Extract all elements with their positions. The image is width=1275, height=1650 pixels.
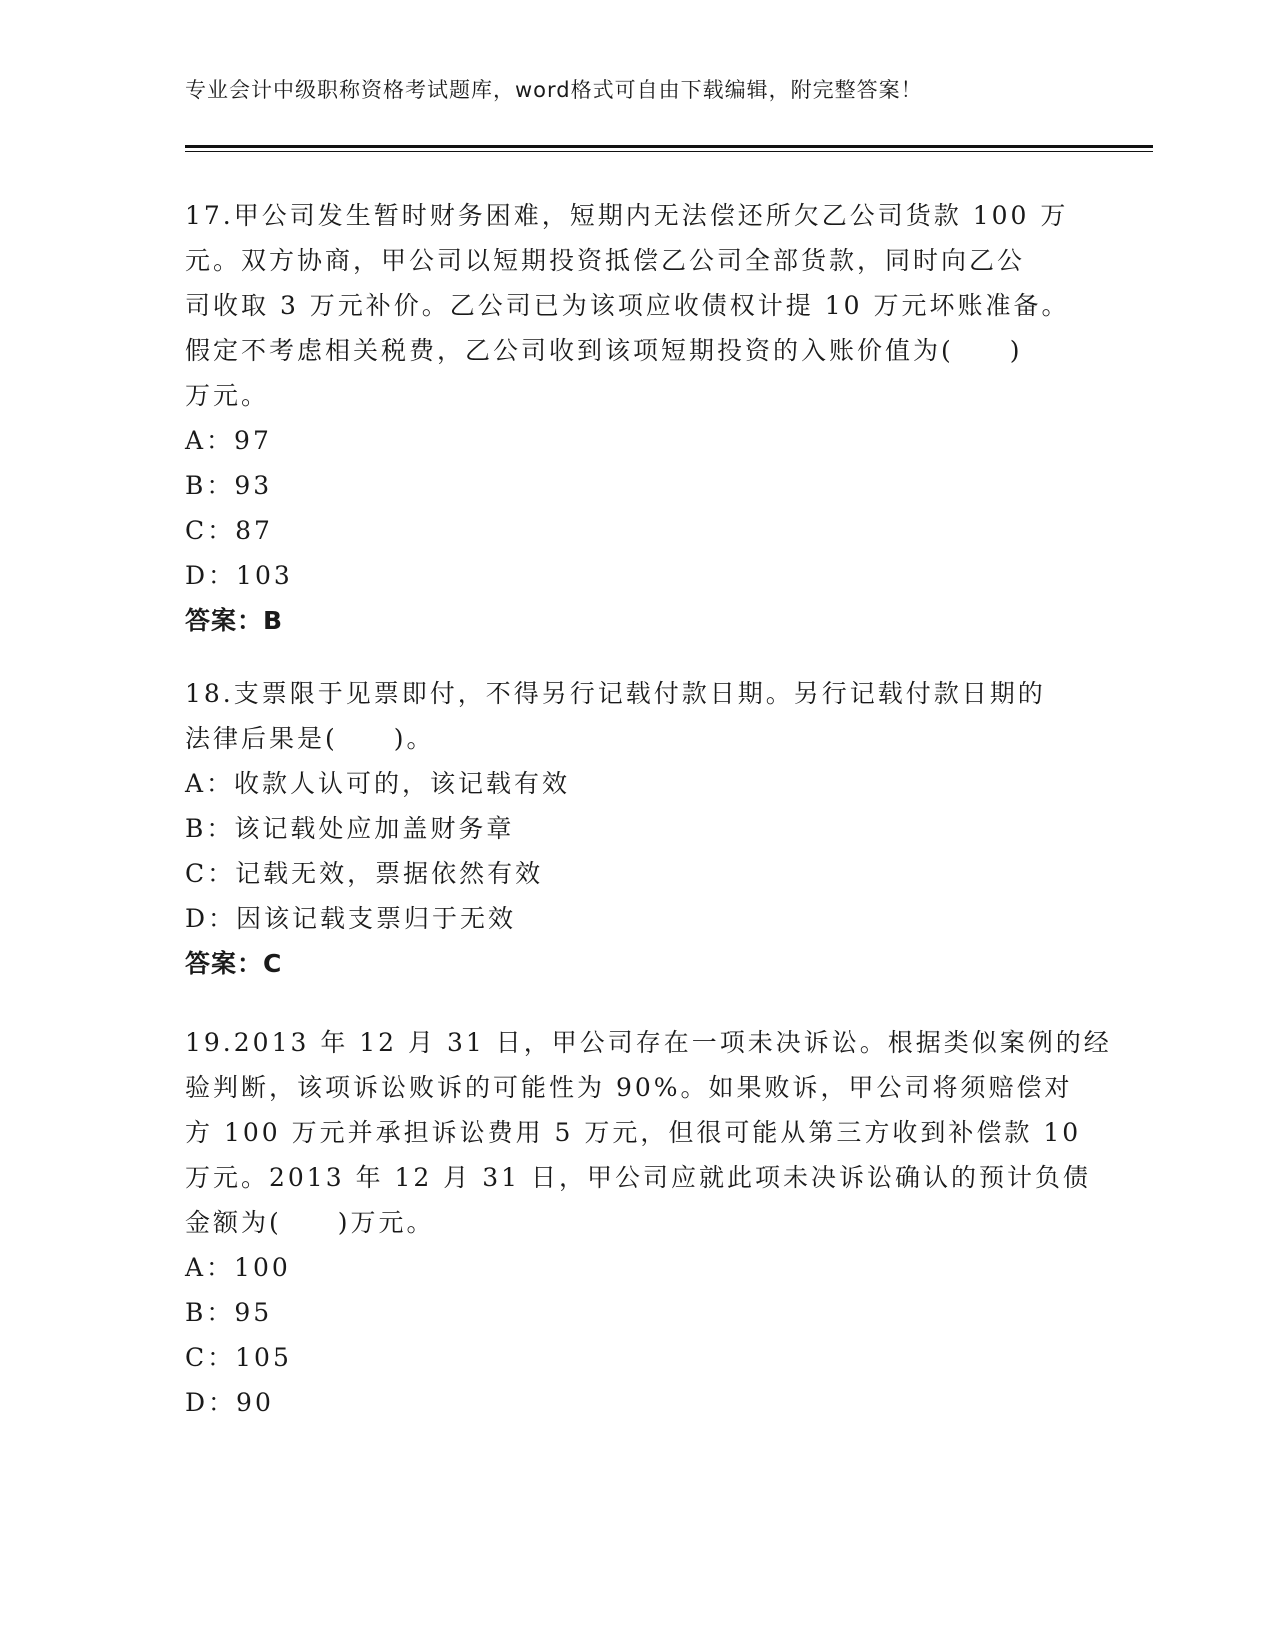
answer: 答案：B (185, 606, 284, 635)
option-c: C：87 (185, 516, 273, 545)
header-divider-thick (185, 145, 1153, 148)
question-19 (185, 1020, 1112, 1425)
option-d: D：因该记载支票归于无效 (185, 904, 517, 933)
option-b: B：93 (185, 471, 273, 500)
option-b: B：该记载处应加盖财务章 (185, 814, 515, 843)
question-18 (185, 671, 1085, 986)
option-c: C：记载无效，票据依然有效 (185, 859, 544, 888)
question-text-line: 假定不考虑相关税费，乙公司收到该项短期投资的入账价值为( ) (185, 336, 1023, 365)
option-b: B：95 (185, 1298, 273, 1327)
question-17 (185, 193, 1085, 643)
question-text-line: 18.支票限于见票即付，不得另行记载付款日期。另行记载付款日期的 (185, 679, 1046, 708)
question-text-line: 17.甲公司发生暂时财务困难，短期内无法偿还所欠乙公司货款 100 万 (185, 201, 1069, 230)
answer: 答案：C (185, 949, 283, 978)
question-text-line: 验判断，该项诉讼败诉的可能性为 90%。如果败诉，甲公司将须赔偿对 (185, 1073, 1073, 1102)
option-a: A：97 (185, 426, 272, 455)
option-a: A：收款人认可的，该记载有效 (185, 769, 571, 798)
question-text-line: 元。双方协商，甲公司以短期投资抵偿乙公司全部货款，同时向乙公 (185, 246, 1026, 275)
question-text-line: 法律后果是( )。 (185, 724, 435, 753)
question-text-line: 方 100 万元并承担诉讼费用 5 万元，但很可能从第三方收到补偿款 10 (185, 1118, 1082, 1147)
question-text-line: 19.2013 年 12 月 31 日，甲公司存在一项未决诉讼。根据类似案例的经 (185, 1028, 1112, 1057)
option-d: D：103 (185, 561, 293, 590)
question-text-line: 万元。2013 年 12 月 31 日，甲公司应就此项未决诉讼确认的预计负债 (185, 1163, 1091, 1192)
document-header: 专业会计中级职称资格考试题库，word格式可自由下载编辑，附完整答案！ (185, 78, 923, 102)
header-divider-thin (185, 151, 1153, 152)
option-a: A：100 (185, 1253, 291, 1282)
question-text-line: 金额为( )万元。 (185, 1208, 435, 1237)
question-text-line: 万元。 (185, 381, 270, 410)
question-text-line: 司收取 3 万元补价。乙公司已为该项应收债权计提 10 万元坏账准备。 (185, 291, 1070, 320)
option-c: C：105 (185, 1343, 292, 1372)
option-d: D：90 (185, 1388, 274, 1417)
